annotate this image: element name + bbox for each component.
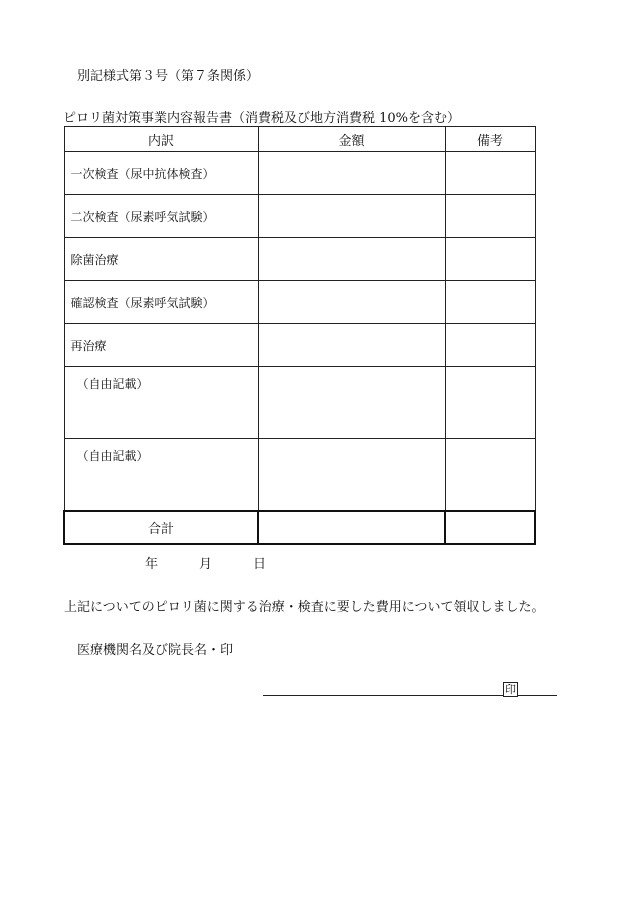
remarks-cell[interactable] [445, 281, 535, 324]
total-row [64, 511, 535, 544]
table-row [64, 238, 535, 281]
remarks-cell[interactable] [445, 439, 535, 512]
receipt-statement: 上記についてのピロリ菌に関する治療・検査に要した費用について領収しました。 [64, 600, 545, 615]
row-label: 再治療 [64, 324, 258, 367]
remarks-cell[interactable] [445, 195, 535, 238]
table-row [64, 367, 535, 439]
date-line[interactable] [0, 553, 630, 571]
row-label: 確認検査（尿素呼気試験） [64, 281, 258, 324]
amount-cell[interactable] [258, 152, 445, 195]
table-row [64, 195, 535, 238]
remarks-cell[interactable] [445, 152, 535, 195]
amount-cell[interactable] [258, 238, 445, 281]
header-remarks: 備考 [445, 127, 535, 152]
amount-cell[interactable] [258, 281, 445, 324]
signer-label: 医療機関名及び院長名・印 [77, 643, 234, 658]
remarks-cell[interactable] [445, 367, 535, 439]
table-header-row [64, 127, 535, 152]
row-label: 一次検査（尿中抗体検査） [64, 152, 258, 195]
report-table [63, 126, 536, 545]
header-amount: 金額 [258, 127, 445, 152]
total-label: 合計 [64, 511, 258, 544]
remarks-cell[interactable] [445, 238, 535, 281]
amount-cell[interactable] [258, 439, 445, 512]
table-row [64, 439, 535, 512]
amount-cell[interactable] [258, 195, 445, 238]
free-entry-label[interactable]: （自由記載） [64, 367, 258, 439]
date-month-label: 月 [199, 557, 213, 572]
date-day-label: 日 [253, 557, 267, 572]
total-remarks-cell[interactable] [445, 511, 535, 544]
table-title: ピロリ菌対策事業内容報告書（消費税及び地方消費税 10%を含む） [63, 111, 461, 126]
header-breakdown: 内訳 [64, 127, 258, 152]
amount-cell[interactable] [258, 367, 445, 439]
date-year-label: 年 [145, 557, 159, 572]
total-amount-cell[interactable] [258, 511, 445, 544]
remarks-cell[interactable] [445, 324, 535, 367]
row-label: 二次検査（尿素呼気試験） [64, 195, 258, 238]
table-row [64, 152, 535, 195]
table-row [64, 281, 535, 324]
row-label: 除菌治療 [64, 238, 258, 281]
seal-mark: 印 [505, 683, 516, 696]
amount-cell[interactable] [258, 324, 445, 367]
form-number: 別記様式第３号（第７条関係） [77, 69, 260, 84]
free-entry-label[interactable]: （自由記載） [64, 439, 258, 512]
table-row [64, 324, 535, 367]
